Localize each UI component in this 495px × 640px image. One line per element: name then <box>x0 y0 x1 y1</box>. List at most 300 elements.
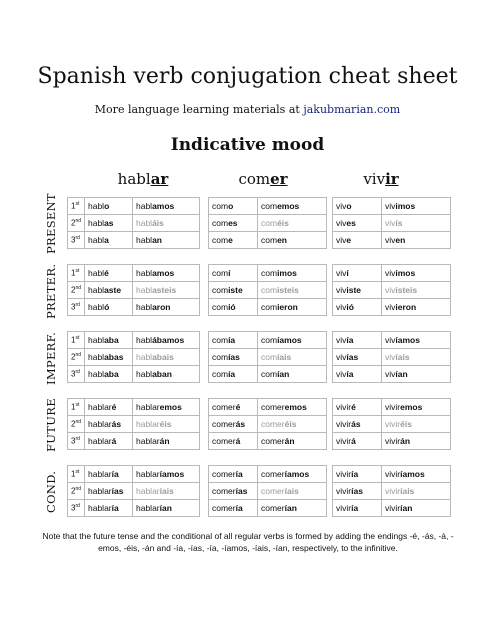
form-stem: vivir <box>385 486 401 496</box>
form-ending: ieron <box>395 302 417 312</box>
form-stem: comer <box>212 469 236 479</box>
form-ending: emos <box>159 402 182 412</box>
form-stem: com <box>261 369 278 379</box>
form-stem: habl <box>88 335 105 345</box>
singular-form <box>333 483 382 500</box>
form-ending: íais <box>284 486 299 496</box>
person-number: 1st <box>68 466 85 483</box>
form-stem: com <box>212 285 229 295</box>
form-stem: viv <box>336 285 347 295</box>
verb-header-comer <box>198 170 328 188</box>
plural-form <box>133 366 200 383</box>
form-stem: viv <box>336 218 347 228</box>
conjugation-table-future-comer <box>208 398 327 450</box>
person-number: 3rd <box>68 299 85 316</box>
form-ending: án <box>284 436 295 446</box>
singular-form <box>85 500 133 517</box>
singular-form <box>85 265 133 282</box>
plural-form <box>382 332 451 349</box>
singular-form <box>333 215 382 232</box>
form-ending: íais <box>395 352 410 362</box>
form-ending: íais <box>400 486 415 496</box>
singular-form <box>209 399 258 416</box>
plural-form <box>133 282 200 299</box>
plural-form <box>258 232 327 249</box>
table-row <box>68 399 200 416</box>
form-ending: é <box>351 402 356 412</box>
plural-form <box>258 215 327 232</box>
form-stem: viv <box>385 218 396 228</box>
form-ending: ía <box>111 503 119 513</box>
form-ending: abais <box>152 352 174 362</box>
verb-ending: er <box>270 170 288 188</box>
form-stem: habl <box>88 268 105 278</box>
form-ending: ían <box>159 503 172 513</box>
plural-form <box>133 349 200 366</box>
table-row <box>68 265 200 282</box>
table-row <box>333 466 451 483</box>
form-stem: habl <box>88 369 105 379</box>
form-stem: com <box>261 268 278 278</box>
form-stem: vivir <box>385 402 401 412</box>
form-ending: é <box>104 268 109 278</box>
conjugation-table-future-vivir <box>332 398 451 450</box>
table-row <box>333 215 451 232</box>
singular-form <box>333 349 382 366</box>
plural-form <box>258 416 327 433</box>
form-ending: á <box>111 436 117 446</box>
plural-form <box>382 500 451 517</box>
plural-form <box>382 399 451 416</box>
singular-form <box>209 232 258 249</box>
table-row <box>333 232 451 249</box>
form-stem: comer <box>261 402 285 412</box>
conjugation-table-future-hablar <box>67 398 200 450</box>
form-ending: án <box>159 436 170 446</box>
singular-form <box>209 282 258 299</box>
form-ending: emos <box>277 201 300 211</box>
table-row <box>209 198 327 215</box>
conjugation-table-present-vivir <box>332 197 451 249</box>
table-row <box>333 198 451 215</box>
singular-form <box>209 366 258 383</box>
person-number: 1st <box>68 265 85 282</box>
form-ending: ábamos <box>152 335 185 345</box>
subtitle <box>0 103 495 116</box>
form-stem: vivir <box>385 503 401 513</box>
verb-stem: com <box>238 170 271 188</box>
form-ending: ás <box>351 419 361 429</box>
singular-form <box>209 416 258 433</box>
plural-form <box>258 332 327 349</box>
form-stem: com <box>212 268 229 278</box>
table-row <box>68 215 200 232</box>
person-number: 1st <box>68 399 85 416</box>
form-ending: es <box>346 218 356 228</box>
form-ending: emos <box>400 402 423 412</box>
form-stem: comer <box>212 419 236 429</box>
form-ending: iste <box>346 285 362 295</box>
table-row <box>209 500 327 517</box>
form-stem: habl <box>136 268 153 278</box>
table-row <box>333 349 451 366</box>
person-number: 1st <box>68 332 85 349</box>
singular-form <box>85 416 133 433</box>
plural-form <box>382 466 451 483</box>
website-link[interactable]: jakubmarian.com <box>303 103 401 116</box>
form-ending: en <box>277 235 287 245</box>
plural-form <box>258 299 327 316</box>
form-stem: vivir <box>385 436 401 446</box>
form-stem: viv <box>385 201 396 211</box>
form-ending: amos <box>152 268 175 278</box>
conjugation-table-preter-comer <box>208 264 327 316</box>
form-stem: com <box>261 352 278 362</box>
plural-form <box>133 416 200 433</box>
form-ending: ía <box>228 369 236 379</box>
form-stem: com <box>212 335 229 345</box>
singular-form <box>85 198 133 215</box>
tense-label-imperf: IMPERF. <box>44 331 58 385</box>
form-ending: aba <box>104 369 119 379</box>
plural-form <box>133 299 200 316</box>
plural-form <box>258 282 327 299</box>
conjugation-table-cond-vivir <box>332 465 451 517</box>
form-stem: hablar <box>88 436 112 446</box>
form-ending: aban <box>152 369 172 379</box>
singular-form <box>85 282 133 299</box>
form-stem: comer <box>212 503 236 513</box>
person-number: 3rd <box>68 366 85 383</box>
form-ending: án <box>400 436 411 446</box>
form-ending: ías <box>111 486 124 496</box>
form-stem: com <box>212 369 229 379</box>
person-number: 2nd <box>68 349 85 366</box>
plural-form <box>258 366 327 383</box>
form-ending: ieron <box>277 302 298 312</box>
form-ending: e <box>346 235 352 245</box>
form-stem: hablar <box>136 486 160 496</box>
form-stem: vivir <box>385 469 401 479</box>
form-ending: aste <box>104 285 122 295</box>
form-stem: com <box>212 235 229 245</box>
form-ending: íamos <box>395 335 420 345</box>
conjugation-table-imperf-vivir <box>332 331 451 383</box>
form-ending: éis <box>284 419 297 429</box>
conjugation-table-preter-hablar <box>67 264 200 316</box>
form-ending: isteis <box>395 285 418 295</box>
person-number: 3rd <box>68 232 85 249</box>
form-stem: viv <box>336 302 347 312</box>
form-stem: comer <box>261 436 285 446</box>
form-ending: éis <box>159 419 172 429</box>
form-stem: hablar <box>136 469 160 479</box>
singular-form <box>333 500 382 517</box>
form-ending: ían <box>277 369 290 379</box>
form-ending: ías <box>235 486 248 496</box>
form-ending: ás <box>111 419 122 429</box>
singular-form <box>209 332 258 349</box>
form-stem: habl <box>88 201 105 211</box>
form-ending: o <box>228 201 234 211</box>
plural-form <box>258 483 327 500</box>
conjugation-table-present-comer <box>208 197 327 249</box>
plural-form <box>133 483 200 500</box>
form-stem: habl <box>136 335 153 345</box>
form-ending: ía <box>228 335 236 345</box>
form-stem: vivir <box>336 402 352 412</box>
plural-form <box>133 433 200 450</box>
form-stem: vivir <box>385 419 401 429</box>
plural-form <box>133 198 200 215</box>
section-title: Indicative mood <box>170 135 325 155</box>
singular-form <box>333 198 382 215</box>
singular-form <box>85 332 133 349</box>
form-stem: viv <box>336 201 347 211</box>
form-stem: hablar <box>136 402 160 412</box>
plural-form <box>382 282 451 299</box>
form-ending: íamos <box>284 469 310 479</box>
table-row <box>68 466 200 483</box>
person-number: 1st <box>68 198 85 215</box>
form-stem: com <box>261 285 278 295</box>
form-stem: hablar <box>136 419 160 429</box>
form-ending: íais <box>159 486 174 496</box>
table-row <box>333 282 451 299</box>
plural-form <box>382 265 451 282</box>
form-ending: imos <box>395 201 416 211</box>
page-title: Spanish verb conjugation cheat sheet <box>37 64 458 89</box>
form-ending: e <box>228 235 233 245</box>
form-ending: abas <box>104 352 124 362</box>
table-row <box>209 232 327 249</box>
plural-form <box>258 500 327 517</box>
plural-form <box>258 265 327 282</box>
table-row <box>68 198 200 215</box>
singular-form <box>209 500 258 517</box>
singular-form <box>209 265 258 282</box>
conjugation-table-preter-vivir <box>332 264 451 316</box>
form-stem: viv <box>385 302 396 312</box>
form-ending: á <box>235 436 241 446</box>
table-row <box>68 332 200 349</box>
person-number: 3rd <box>68 433 85 450</box>
verb-header-vivir <box>316 170 446 188</box>
form-stem: hablar <box>136 436 160 446</box>
form-ending: ías <box>346 352 359 362</box>
form-ending: ía <box>346 335 354 345</box>
plural-form <box>133 466 200 483</box>
form-ending: ió <box>346 302 354 312</box>
form-stem: vivir <box>336 486 352 496</box>
form-stem: comer <box>212 436 236 446</box>
singular-form <box>209 198 258 215</box>
singular-form <box>209 299 258 316</box>
table-row <box>333 500 451 517</box>
form-ending: asteis <box>152 285 177 295</box>
singular-form <box>333 433 382 450</box>
conjugation-table-cond-comer <box>208 465 327 517</box>
table-row <box>68 282 200 299</box>
form-ending: ía <box>111 469 119 479</box>
singular-form <box>85 366 133 383</box>
person-number: 2nd <box>68 483 85 500</box>
form-ending: ías <box>228 352 240 362</box>
form-stem: viv <box>336 335 347 345</box>
form-stem: habl <box>88 352 105 362</box>
singular-form <box>209 215 258 232</box>
form-stem: habl <box>136 352 153 362</box>
plural-form <box>382 299 451 316</box>
tense-label-cond: COND. <box>44 470 58 514</box>
form-stem: com <box>261 218 278 228</box>
form-stem: com <box>261 201 278 211</box>
singular-form <box>85 232 133 249</box>
conjugation-table-cond-hablar <box>67 465 200 517</box>
form-ending: ía <box>351 503 359 513</box>
form-ending: ía <box>346 369 354 379</box>
tense-label-preter: PRETER. <box>44 263 58 319</box>
form-stem: com <box>261 335 278 345</box>
form-ending: á <box>351 436 356 446</box>
form-ending: a <box>104 235 109 245</box>
plural-form <box>133 265 200 282</box>
plural-form <box>133 500 200 517</box>
form-stem: hablar <box>88 402 112 412</box>
form-stem: hablar <box>88 486 112 496</box>
form-stem: viv <box>336 369 347 379</box>
plural-form <box>382 232 451 249</box>
plural-form <box>382 416 451 433</box>
singular-form <box>333 332 382 349</box>
form-stem: com <box>261 302 278 312</box>
plural-form <box>382 198 451 215</box>
table-row <box>333 332 451 349</box>
form-ending: éis <box>400 419 412 429</box>
form-stem: habl <box>88 235 105 245</box>
form-ending: iste <box>228 285 243 295</box>
plural-form <box>133 399 200 416</box>
form-stem: comer <box>261 503 285 513</box>
singular-form <box>333 366 382 383</box>
form-stem: comer <box>212 402 236 412</box>
tense-label-future: FUTURE <box>44 398 58 452</box>
form-ending: en <box>395 235 406 245</box>
form-stem: com <box>212 352 229 362</box>
form-stem: comer <box>261 419 285 429</box>
form-stem: viv <box>385 285 396 295</box>
plural-form <box>382 433 451 450</box>
verb-ending: ir <box>385 170 399 188</box>
table-row <box>68 433 200 450</box>
table-row <box>209 416 327 433</box>
form-ending: ían <box>395 369 408 379</box>
form-stem: habl <box>88 302 105 312</box>
singular-form <box>333 399 382 416</box>
table-row <box>209 466 327 483</box>
form-stem: com <box>212 218 229 228</box>
plural-form <box>133 215 200 232</box>
form-stem: viv <box>336 268 347 278</box>
singular-form <box>85 466 133 483</box>
table-row <box>333 483 451 500</box>
singular-form <box>85 483 133 500</box>
table-row <box>209 215 327 232</box>
form-ending: an <box>152 235 162 245</box>
form-stem: vivir <box>336 469 352 479</box>
form-ending: é <box>235 402 241 412</box>
plural-form <box>258 466 327 483</box>
person-number: 2nd <box>68 282 85 299</box>
form-ending: ía <box>351 469 359 479</box>
form-stem: viv <box>385 352 396 362</box>
singular-form <box>333 466 382 483</box>
form-ending: o <box>346 201 352 211</box>
form-ending: íamos <box>277 335 302 345</box>
table-row <box>333 299 451 316</box>
form-ending: áis <box>152 218 164 228</box>
table-row <box>209 433 327 450</box>
person-number: 3rd <box>68 500 85 517</box>
table-row <box>68 500 200 517</box>
form-stem: viv <box>336 235 347 245</box>
singular-form <box>85 399 133 416</box>
form-ending: ían <box>400 503 413 513</box>
verb-header-hablar <box>78 170 208 188</box>
form-ending: é <box>111 402 117 412</box>
table-row <box>209 299 327 316</box>
table-row <box>209 483 327 500</box>
form-ending: íamos <box>400 469 425 479</box>
plural-form <box>382 215 451 232</box>
form-stem: comer <box>212 486 236 496</box>
singular-form <box>333 282 382 299</box>
singular-form <box>333 299 382 316</box>
form-stem: habl <box>88 218 105 228</box>
conjugation-table-imperf-comer <box>208 331 327 383</box>
form-stem: hablar <box>88 419 112 429</box>
form-stem: viv <box>385 268 396 278</box>
verb-stem: habl <box>117 170 151 188</box>
form-ending: as <box>104 218 114 228</box>
form-stem: habl <box>136 302 153 312</box>
form-stem: com <box>212 201 229 211</box>
table-row <box>333 416 451 433</box>
form-ending: ía <box>235 503 243 513</box>
form-ending: ás <box>235 419 246 429</box>
singular-form <box>209 349 258 366</box>
plural-form <box>382 366 451 383</box>
form-ending: es <box>228 218 238 228</box>
person-number: 2nd <box>68 215 85 232</box>
form-stem: viv <box>385 369 396 379</box>
form-stem: comer <box>261 469 285 479</box>
form-stem: habl <box>136 369 153 379</box>
subtitle-text: More language learning materials at <box>94 103 300 116</box>
table-row <box>209 349 327 366</box>
table-row <box>333 366 451 383</box>
plural-form <box>258 433 327 450</box>
table-row <box>209 265 327 282</box>
form-ending: isteis <box>277 285 299 295</box>
table-row <box>68 349 200 366</box>
form-ending: íamos <box>159 469 185 479</box>
footnote: Note that the future tense and the conditional of all regular verbs is formed by adding the endings -é, -ás, -á, -emos, -éis, -án and -ía, -ías, -ía, -íamos, -íais, -ían, respectively, to the infinitive. <box>42 531 454 553</box>
form-stem: viv <box>336 352 347 362</box>
form-ending: ó <box>104 302 110 312</box>
form-stem: vivir <box>336 503 352 513</box>
form-stem: hablar <box>88 469 112 479</box>
